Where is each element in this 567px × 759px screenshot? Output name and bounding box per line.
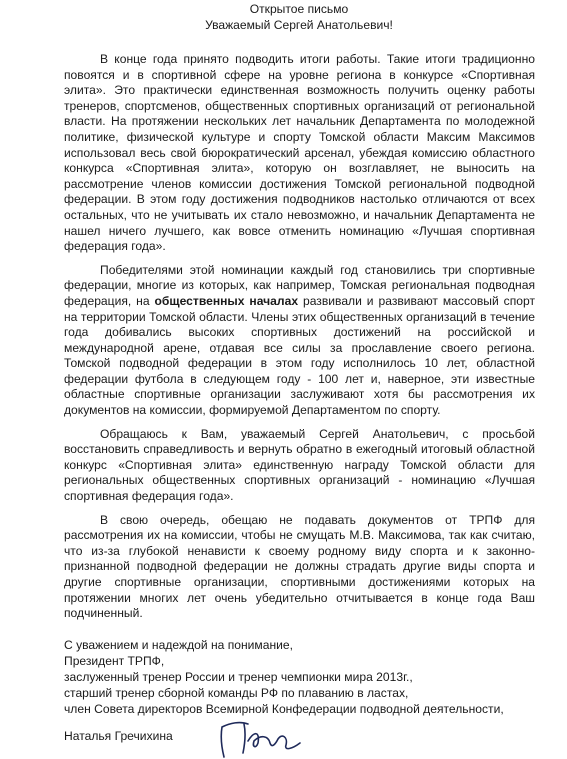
- paragraph-4: В свою очередь, обещаю не подавать документов от ТРПФ для рассмотрения их на комиссии, чтобы не смущать М.В. Максимова, так как считаю, что из-за глубокой ненависти к своему родному виду спорта и к законно-признанной подводной федерации не должны страдать другие виды спорта и другие спортивные организации, спортивными достижениями которых на протяжении многих лет очень убедительно отчитывается в конце года Ваш подчиненный.: [64, 512, 535, 621]
- paragraph-2-bold: общественных началах: [154, 293, 299, 308]
- paragraph-3: Обращаюсь к Вам, уважаемый Сергей Анатольевич, с просьбой восстановить справедливость и вернуть обратно в ежегодный итоговый областной конкурс «Спортивная элита» единственную награду Томской области для региональных общественных спортивных организаций - номинацию «Лучшая спортивная федерация года».: [64, 426, 535, 504]
- closing-title-1: заслуженный тренер России и тренер чемпионки мира 2013г.,: [64, 669, 413, 684]
- signer-name: Наталья Гречихина: [64, 728, 173, 743]
- paragraph-2-end: развивали и развивают массовый спорт на территории Томской области. Члены этих общественных организаций в течение года добивались высоких спортивных достижений на российской и международной арене, отдавая все силы за прославление своего региона. Томской подводной федерации в этом году исполнилось 10 лет, областной федерации футбола в следующем году - 100 лет и, наверное, эти известные областные спортивные организации заслуживают хотя бы рассмотрения их документов на комиссии, формируемой Департаментом по спорту.: [64, 293, 535, 418]
- letter-header: [64, 2, 534, 34]
- letter-greeting: Уважаемый Сергей Анатольевич!: [205, 18, 393, 32]
- closing-title-3: член Совета директоров Всемирной Конфедерации подводной деятельности,: [64, 701, 504, 716]
- signature-row: [64, 727, 535, 757]
- paragraph-1: В конце года принято подводить итоги работы. Такие итоги традиционно повоятся и в спортивной сфере на уровне региона в конкурсе «Спортивная элита». Это практически единственная возможность получить оценку работы тренеров, спортсменов, общественных спортивных организаций от региональной власти. На протяжении нескольких лет начальник Департамента по молодежной политике, физической культуре и спорту Томской области Максим Максимов использовал весь свой бюрократический арсенал, убеждая комиссию областного конкурса «Спортивная элита», которую он возглавляет, не выносить на рассмотрение членов комиссии достижения Томской региональной подводной федерации. В этом году достижения подводников настолько отличаются от всех остальных, что не учитывать их стало невозможно, и начальник Департамента не нашел ничего лучшего, как вовсе отменить номинацию «Лучшая спортивная федерация года».: [64, 52, 535, 254]
- closing-title-2: старший тренер сборной команды РФ по плаванию в ластах,: [64, 685, 409, 700]
- closing-position: Президент ТРПФ,: [64, 653, 165, 668]
- letter-title: Открытое письмо: [249, 2, 349, 16]
- handwritten-signature: [216, 713, 306, 759]
- paragraph-2: [64, 263, 535, 419]
- closing-regards: С уважением и надеждой на понимание,: [64, 637, 293, 652]
- closing-block: [64, 637, 535, 717]
- paragraph-2-start: Победителями этой номинации каждый год становились три спортивные федерации, многие из которых, как например, Томская региональная подводная федерация, на: [64, 262, 535, 308]
